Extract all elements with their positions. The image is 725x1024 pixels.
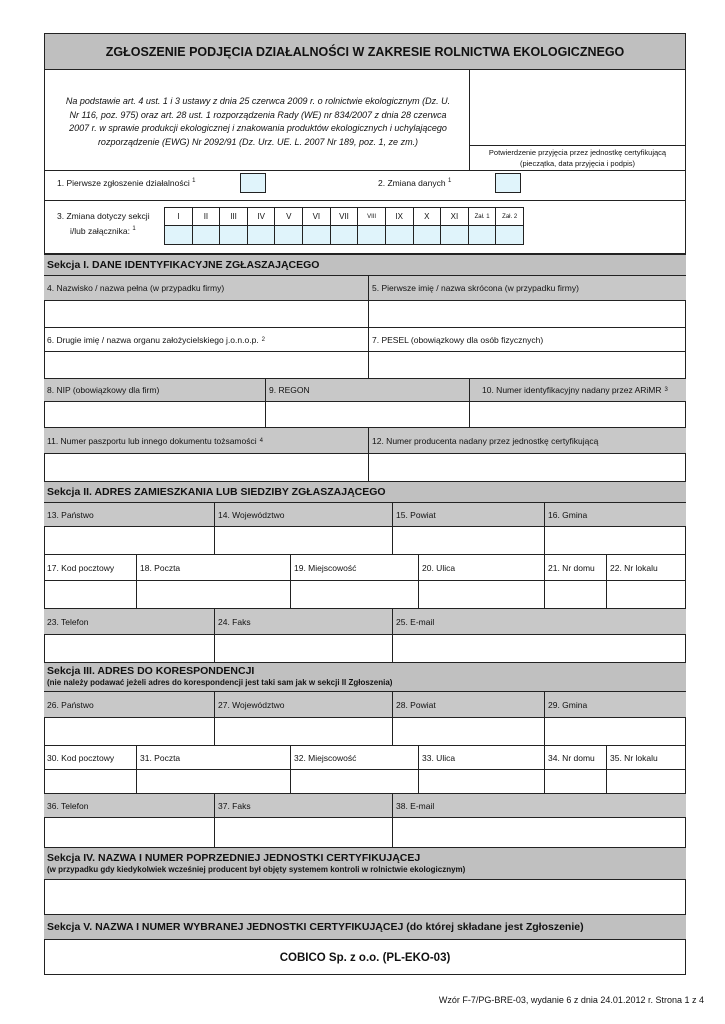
field-21-label: 21. Nr domu <box>544 554 606 580</box>
form-footer: Wzór F-7/PG-BRE-03, wydanie 6 z dnia 24.01.2012 r. Strona 1 z 4 <box>438 995 704 1005</box>
section-grid-header: IX <box>385 207 414 226</box>
field-23-input[interactable] <box>44 634 214 662</box>
section-grid-checkbox[interactable] <box>219 225 248 245</box>
form-title: ZGŁOSZENIE PODJĘCIA DZIAŁALNOŚCI W ZAKRESIE ROLNICTWA EKOLOGICZNEGO <box>44 33 686 70</box>
section-grid-checkbox[interactable] <box>192 225 221 245</box>
field-37-label: 37. Faks <box>214 793 392 817</box>
field-7-input[interactable] <box>368 351 686 378</box>
field-31-input[interactable] <box>136 769 290 793</box>
field-11-label: 11. Numer paszportu lub innego dokumentu tożsamości 4 <box>44 427 368 453</box>
field-22-input[interactable] <box>606 580 686 608</box>
field-8-input[interactable] <box>44 401 265 427</box>
field-27-input[interactable] <box>214 717 392 745</box>
field-9-label: 9. REGON <box>265 378 469 401</box>
field-38-label: 38. E-mail <box>392 793 686 817</box>
field-5-label: 5. Pierwsze imię / nazwa skrócona (w przypadku firmy) <box>368 276 686 300</box>
field-16-input[interactable] <box>544 526 686 554</box>
field-11-input[interactable] <box>44 453 368 481</box>
section-2-header: Sekcja II. ADRES ZAMIESZKANIA LUB SIEDZIBY ZGŁASZAJĄCEGO <box>44 481 686 503</box>
section-grid-header: V <box>274 207 303 226</box>
divider <box>469 145 686 146</box>
sections-grid <box>164 207 523 245</box>
field-32-input[interactable] <box>290 769 418 793</box>
field-22-label: 22. Nr lokalu <box>606 554 686 580</box>
field-14-input[interactable] <box>214 526 392 554</box>
section-grid-header: Zał. 2 <box>495 207 524 226</box>
section-grid-checkbox[interactable] <box>385 225 414 245</box>
field-28-input[interactable] <box>392 717 544 745</box>
section-grid-header: VII <box>330 207 359 226</box>
field-24-label: 24. Faks <box>214 608 392 634</box>
section-grid-header: III <box>219 207 248 226</box>
divider <box>44 170 686 171</box>
field-17-label: 17. Kod pocztowy <box>44 554 136 580</box>
field-31-label: 31. Poczta <box>136 745 290 769</box>
field-7-label: 7. PESEL (obowiązkowy dla osób fizycznych) <box>368 327 686 351</box>
section-grid-header: II <box>192 207 221 226</box>
section-grid-header: XI <box>440 207 469 226</box>
field-4-input[interactable] <box>44 300 368 327</box>
section-1-header: Sekcja I. DANE IDENTYFIKACYJNE ZGŁASZAJĄCEGO <box>44 254 686 276</box>
section-grid-header: VIII <box>357 207 386 226</box>
section-grid-header: X <box>413 207 442 226</box>
data-change-label: 2. Zmiana danych $^1$ <box>378 178 452 188</box>
section-grid-checkbox[interactable] <box>440 225 469 245</box>
field-29-label: 29. Gmina <box>544 692 686 717</box>
data-change-checkbox[interactable] <box>495 173 521 193</box>
field-38-input[interactable] <box>392 817 686 847</box>
section-change-label: 3. Zmiana dotyczy sekcji <box>57 211 150 221</box>
field-19-label: 19. Miejscowość <box>290 554 418 580</box>
field-32-label: 32. Miejscowość <box>290 745 418 769</box>
field-28-label: 28. Powiat <box>392 692 544 717</box>
field-12-label: 12. Numer producenta nadany przez jednostkę certyfikującą <box>368 427 686 453</box>
field-37-input[interactable] <box>214 817 392 847</box>
section-3-header: Sekcja III. ADRES DO KORESPONDENCJI (nie należy podawać jeżeli adres do korespondencji jest taki sam jak w sekcji II Zgłoszenia) <box>44 662 686 692</box>
section-grid-header: I <box>164 207 193 226</box>
field-4-label: 4. Nazwisko / nazwa pełna (w przypadku firmy) <box>44 276 368 300</box>
field-6-input[interactable] <box>44 351 368 378</box>
field-36-label: 36. Telefon <box>44 793 214 817</box>
field-25-label: 25. E-mail <box>392 608 686 634</box>
field-13-input[interactable] <box>44 526 214 554</box>
field-19-input[interactable] <box>290 580 418 608</box>
section-change-label-2: i/lub załącznika: $^1$ <box>70 226 136 236</box>
field-33-label: 33. Ulica <box>418 745 544 769</box>
field-34-label: 34. Nr domu <box>544 745 606 769</box>
confirmation-caption: Potwierdzenie przyjęcia przez jednostkę certyfikującą (pieczątka, data przyjęcia i podpis) <box>488 148 667 168</box>
section-grid-checkbox[interactable] <box>357 225 386 245</box>
field-30-label: 30. Kod pocztowy <box>44 745 136 769</box>
section-grid-header: IV <box>247 207 276 226</box>
field-25-input[interactable] <box>392 634 686 662</box>
section-grid-checkbox[interactable] <box>164 225 193 245</box>
field-20-input[interactable] <box>418 580 544 608</box>
section-4-header: Sekcja IV. NAZWA I NUMER POPRZEDNIEJ JEDNOSTKI CERTYFIKUJĄCEJ (w przypadku gdy kiedykolwiek wcześniej producent był objęty systemem kontroli w rolnictwie ekologicznym) <box>44 847 686 880</box>
field-9-input[interactable] <box>265 401 469 427</box>
legal-basis-text: Na podstawie art. 4 ust. 1 i 3 ustawy z dnia 25 czerwca 2009 r. o rolnictwie ekologicznym (Dz. U. Nr 116, poz. 975) oraz art. 28 ust. 1 rozporządzenia Rady (WE) nr 834/2007 z dnia 28 czerwca 2007 r. w sprawie produkcji ekologicznej i znakowania produktów ekologicznych i uchylającego rozporządzenie (EWG) Nr 2092/91 (Dz. Urz. UE. L. 2007 Nr 189, poz. 1, ze zm.) <box>65 96 451 147</box>
field-18-input[interactable] <box>136 580 290 608</box>
field-10-input[interactable] <box>469 401 686 427</box>
field-5-input[interactable] <box>368 300 686 327</box>
field-35-label: 35. Nr lokalu <box>606 745 686 769</box>
field-20-label: 20. Ulica <box>418 554 544 580</box>
section-grid-checkbox[interactable] <box>413 225 442 245</box>
field-36-input[interactable] <box>44 817 214 847</box>
field-8-label: 8. NIP (obowiązkowy dla firm) <box>44 378 265 401</box>
field-21-input[interactable] <box>544 580 606 608</box>
field-13-label: 13. Państwo <box>44 503 214 526</box>
field-10-label: 10. Numer identyfikacyjny nadany przez ARiMR 3 <box>469 378 686 401</box>
field-30-input[interactable] <box>44 769 136 793</box>
field-34-input[interactable] <box>544 769 606 793</box>
section-grid-checkbox[interactable] <box>274 225 303 245</box>
first-registration-label: 1. Pierwsze zgłoszenie działalności $^1$ <box>57 178 196 188</box>
field-12-input[interactable] <box>368 453 686 481</box>
field-15-input[interactable] <box>392 526 544 554</box>
section-grid-checkbox[interactable] <box>330 225 359 245</box>
field-33-input[interactable] <box>418 769 544 793</box>
field-6-label: 6. Drugie imię / nazwa organu założycielskiego j.o.n.o.p. 2 <box>44 327 368 351</box>
section-grid-checkbox[interactable] <box>468 225 497 245</box>
section-grid-header: Zał. 1 <box>468 207 497 226</box>
previous-certifier-input[interactable] <box>44 880 686 914</box>
field-26-label: 26. Państwo <box>44 692 214 717</box>
field-15-label: 15. Powiat <box>392 503 544 526</box>
field-14-label: 14. Województwo <box>214 503 392 526</box>
section-5-header: Sekcja V. NAZWA I NUMER WYBRANEJ JEDNOSTKI CERTYFIKUJĄCEJ (do której składane jest Zgłoszenie) <box>44 914 686 940</box>
field-27-label: 27. Województwo <box>214 692 392 717</box>
divider <box>44 200 686 201</box>
field-23-label: 23. Telefon <box>44 608 214 634</box>
section-grid-header: VI <box>302 207 331 226</box>
field-16-label: 16. Gmina <box>544 503 686 526</box>
selected-certifier-value: COBICO Sp. z o.o. (PL-EKO-03) <box>279 951 451 964</box>
first-registration-checkbox[interactable] <box>240 173 266 193</box>
section-grid-checkbox[interactable] <box>247 225 276 245</box>
section-grid-checkbox[interactable] <box>302 225 331 245</box>
field-24-input[interactable] <box>214 634 392 662</box>
field-29-input[interactable] <box>544 717 686 745</box>
field-35-input[interactable] <box>606 769 686 793</box>
field-17-input[interactable] <box>44 580 136 608</box>
field-26-input[interactable] <box>44 717 214 745</box>
section-grid-checkbox[interactable] <box>495 225 524 245</box>
field-18-label: 18. Poczta <box>136 554 290 580</box>
